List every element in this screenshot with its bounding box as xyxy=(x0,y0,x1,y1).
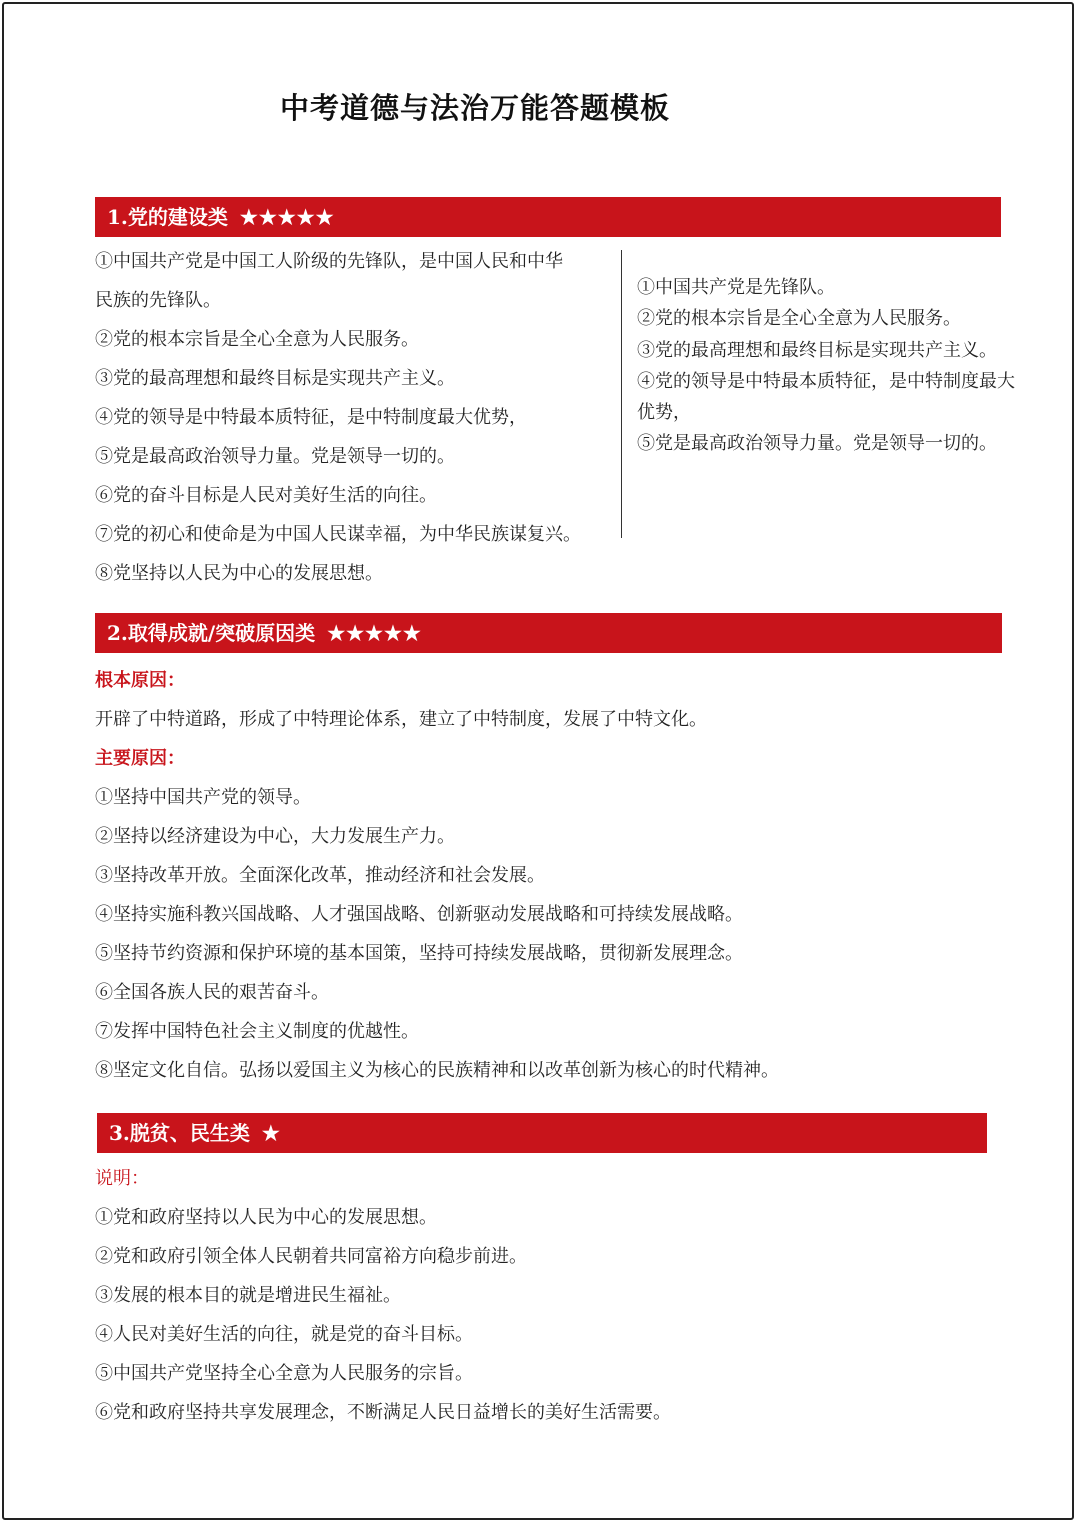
section-1-label: 1.党的建设类 xyxy=(107,205,228,229)
list-item: ①坚持中国共产党的领导。 xyxy=(95,787,311,808)
column-divider xyxy=(621,250,622,538)
note-label: 说明： xyxy=(95,1168,149,1189)
list-item: ③发展的根本目的就是增进民生福祉。 xyxy=(95,1285,401,1306)
list-item: ⑤坚持节约资源和保护环境的基本国策，坚持可持续发展战略，贯彻新发展理念。 xyxy=(95,943,743,964)
list-item: ⑤中国共产党坚持全心全意为人民服务的宗旨。 xyxy=(95,1363,473,1384)
list-item: ③党的最高理想和最终目标是实现共产主义。 xyxy=(95,368,455,389)
subheading-main-reasons: 主要原因： xyxy=(95,748,185,769)
list-item: ⑥全国各族人民的艰苦奋斗。 xyxy=(95,982,329,1003)
list-item: ⑥党的奋斗目标是人民对美好生活的向往。 xyxy=(95,485,437,506)
list-item: ③坚持改革开放。全面深化改革，推动经济和社会发展。 xyxy=(95,865,545,886)
list-item: ④人民对美好生活的向往，就是党的奋斗目标。 xyxy=(95,1324,473,1345)
summary-item: ③党的最高理想和最终目标是实现共产主义。 xyxy=(637,339,997,361)
document-title: 中考道德与法治万能答题模板 xyxy=(279,91,670,125)
rating-stars: ★★★★★ xyxy=(327,621,422,645)
section-3-label: 3.脱贫、民生类 xyxy=(109,1121,250,1145)
summary-item: ①中国共产党是先锋队。 xyxy=(637,277,835,298)
summary-item: ②党的根本宗旨是全心全意为人民服务。 xyxy=(637,308,961,330)
list-item: ⑥党和政府坚持共享发展理念，不断满足人民日益增长的美好生活需要。 xyxy=(95,1402,671,1423)
list-item: ⑦党的初心和使命是为中国人民谋幸福，为中华民族谋复兴。 xyxy=(95,524,581,545)
summary-item: ④党的领导是中特最本质特征，是中特制度最大优势， xyxy=(637,370,1015,424)
list-item: ①中国共产党是中国工人阶级的先锋队，是中国人民和中华 xyxy=(95,251,563,272)
list-item: ⑧党坚持以人民为中心的发展思想。 xyxy=(95,563,383,584)
list-item: ②党和政府引领全体人民朝着共同富裕方向稳步前进。 xyxy=(95,1246,527,1267)
list-item: ②坚持以经济建设为中心，大力发展生产力。 xyxy=(95,826,455,847)
summary-item: ⑤党是最高政治领导力量。党是领导一切的。 xyxy=(637,433,997,455)
rating-stars: ★ xyxy=(261,1121,281,1145)
summary-panel xyxy=(637,272,1017,496)
paragraph: 开辟了中特道路，形成了中特理论体系，建立了中特制度，发展了中特文化。 xyxy=(95,709,707,730)
section-2-header xyxy=(95,613,1002,653)
section-1-header xyxy=(95,197,1001,237)
list-item: 民族的先锋队。 xyxy=(95,290,221,311)
section-3-header xyxy=(97,1113,987,1153)
list-item: ⑤党是最高政治领导力量。党是领导一切的。 xyxy=(95,446,455,467)
list-item: ④坚持实施科教兴国战略、人才强国战略、创新驱动发展战略和可持续发展战略。 xyxy=(95,904,743,925)
list-item: ②党的根本宗旨是全心全意为人民服务。 xyxy=(95,329,419,350)
list-item: ④党的领导是中特最本质特征，是中特制度最大优势， xyxy=(95,407,527,428)
subheading-fundamental-reason: 根本原因： xyxy=(95,670,185,691)
section-2-label: 2.取得成就/突破原因类 xyxy=(107,621,316,645)
list-item: ①党和政府坚持以人民为中心的发展思想。 xyxy=(95,1207,437,1228)
rating-stars: ★★★★★ xyxy=(239,205,335,229)
list-item: ⑦发挥中国特色社会主义制度的优越性。 xyxy=(95,1021,419,1042)
list-item: ⑧坚定文化自信。弘扬以爱国主义为核心的民族精神和以改革创新为核心的时代精神。 xyxy=(95,1060,779,1081)
